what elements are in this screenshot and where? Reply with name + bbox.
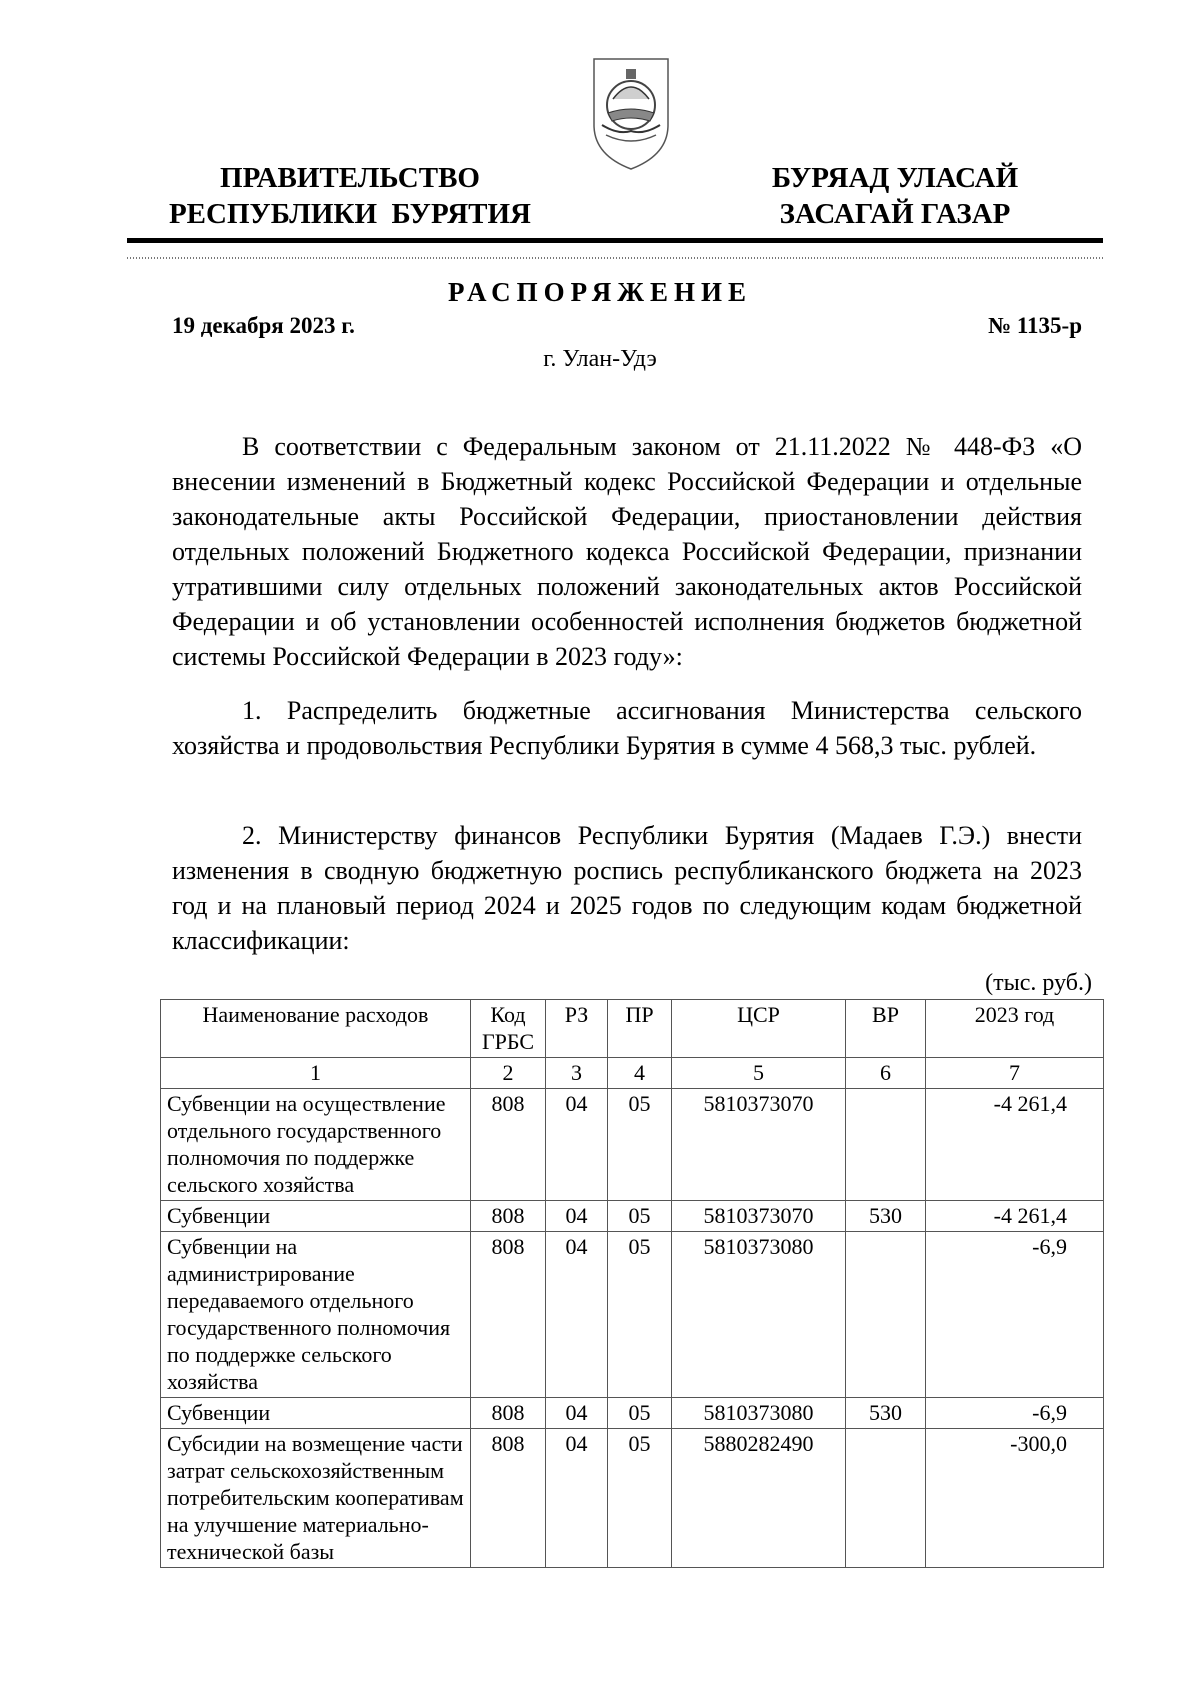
- header-pr: ПР: [608, 1000, 672, 1058]
- document-date: 19 декабря 2023 г.: [172, 313, 355, 338]
- column-number-row: [161, 1058, 1104, 1089]
- cell-name: Субвенции: [161, 1201, 471, 1232]
- cell-grbs: 808: [471, 1398, 546, 1429]
- header-left-line2: РЕСПУБЛИКИ БУРЯТИЯ: [168, 198, 532, 230]
- col-number: 3: [546, 1058, 608, 1089]
- cell-csr: 5810373070: [672, 1089, 846, 1201]
- table-row: [161, 1089, 1104, 1201]
- cell-pr: 05: [608, 1089, 672, 1201]
- header-right-line2: ЗАСАГАЙ ГАЗАР: [779, 198, 1011, 230]
- header-amount: 2023 год: [926, 1000, 1104, 1058]
- cell-pr: 05: [608, 1398, 672, 1429]
- coat-of-arms-emblem: [588, 55, 674, 173]
- header-dotted-divider: [127, 257, 1103, 259]
- cell-csr: 5810373070: [672, 1201, 846, 1232]
- cell-pr: 05: [608, 1232, 672, 1398]
- cell-grbs: 808: [471, 1232, 546, 1398]
- col-number: 5: [672, 1058, 846, 1089]
- cell-amount: -300,0: [926, 1429, 1104, 1568]
- table-header-row: [161, 1000, 1104, 1058]
- cell-name: Субвенции на администрирование передаваемого отдельного государственного полномочия по поддержке сельского хозяйства: [161, 1232, 471, 1398]
- col-number: 7: [926, 1058, 1104, 1089]
- cell-rz: 04: [546, 1232, 608, 1398]
- table-row: [161, 1398, 1104, 1429]
- document-title: РАСПОРЯЖЕНИЕ: [447, 277, 753, 307]
- item-1-text: 1. Распределить бюджетные ассигнования Министерства сельского хозяйства и продовольствия Республики Бурятия в сумме 4 568,3 тыс. рублей.: [172, 696, 1082, 760]
- cell-rz: 04: [546, 1398, 608, 1429]
- col-number: 4: [608, 1058, 672, 1089]
- cell-vr: 530: [846, 1201, 926, 1232]
- cell-csr: 5880282490: [672, 1429, 846, 1568]
- cell-rz: 04: [546, 1429, 608, 1568]
- cell-amount: -6,9: [926, 1398, 1104, 1429]
- header-name: Наименование расходов: [161, 1000, 471, 1058]
- col-number: 6: [846, 1058, 926, 1089]
- header-vr: ВР: [846, 1000, 926, 1058]
- item-1-paragraph: [172, 693, 1082, 763]
- cell-pr: 05: [608, 1429, 672, 1568]
- header-left: [150, 160, 550, 232]
- table-row: [161, 1232, 1104, 1398]
- cell-grbs: 808: [471, 1089, 546, 1201]
- header-left-line1: ПРАВИТЕЛЬСТВО: [220, 162, 480, 194]
- header-divider: [127, 238, 1103, 243]
- cell-csr: 5810373080: [672, 1232, 846, 1398]
- cell-amount: -6,9: [926, 1232, 1104, 1398]
- intro-paragraph: [172, 429, 1082, 674]
- header-grbs: Код ГРБС: [471, 1000, 546, 1058]
- budget-table: [160, 999, 1104, 1568]
- intro-text: В соответствии с Федеральным законом от 21.11.2022 № 448-ФЗ «О внесении изменений в Бюджетный кодекс Российской Федерации и отдельные законодательные акты Российской Федерации, приостановлении действия отдельных положений Бюджетного кодекса Российской Федерации, признании утратившими силу отдельных положений законодательных актов Российской Федерации и об установлении особенностей исполнения бюджетов бюджетной системы Российской Федерации в 2023 году»:: [172, 432, 1082, 671]
- header-right-line1: БУРЯАД УЛАСАЙ: [771, 162, 1019, 194]
- cell-name: Субсидии на возмещение части затрат сельскохозяйственным потребительским кооперативам на улучшение материально-технической базы: [161, 1429, 471, 1568]
- col-number: 2: [471, 1058, 546, 1089]
- cell-vr: [846, 1232, 926, 1398]
- cell-rz: 04: [546, 1201, 608, 1232]
- col-number: 1: [161, 1058, 471, 1089]
- cell-name: Субвенции: [161, 1398, 471, 1429]
- table-row: [161, 1429, 1104, 1568]
- cell-name: Субвенции на осуществление отдельного государственного полномочия по поддержке сельского хозяйства: [161, 1089, 471, 1201]
- header-rz: РЗ: [546, 1000, 608, 1058]
- cell-grbs: 808: [471, 1201, 546, 1232]
- cell-grbs: 808: [471, 1429, 546, 1568]
- cell-rz: 04: [546, 1089, 608, 1201]
- header-csr: ЦСР: [672, 1000, 846, 1058]
- cell-vr: 530: [846, 1398, 926, 1429]
- cell-vr: [846, 1429, 926, 1568]
- document-number: № 1135-р: [987, 313, 1082, 338]
- item-2-paragraph: [172, 818, 1082, 958]
- item-2-text: 2. Министерству финансов Республики Бурятия (Мадаев Г.Э.) внести изменения в сводную бюджетную роспись республиканского бюджета на 2023 год и на плановый период 2024 и 2025 годов по следующим кодам бюджетной классификации:: [172, 821, 1082, 955]
- cell-csr: 5810373080: [672, 1398, 846, 1429]
- cell-vr: [846, 1089, 926, 1201]
- cell-amount: -4 261,4: [926, 1089, 1104, 1201]
- header-right: [730, 160, 1060, 232]
- document-city: г. Улан-Удэ: [543, 346, 657, 372]
- table-row: [161, 1201, 1104, 1232]
- cell-amount: -4 261,4: [926, 1201, 1104, 1232]
- cell-pr: 05: [608, 1201, 672, 1232]
- table-unit: (тыс. руб.): [985, 970, 1092, 996]
